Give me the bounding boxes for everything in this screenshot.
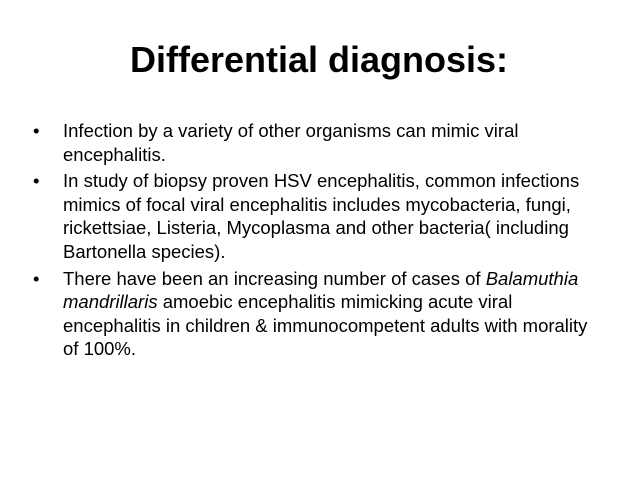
bullet-marker-icon: • bbox=[33, 267, 40, 289]
bullet-item bbox=[33, 169, 603, 263]
bullet-marker-icon: • bbox=[33, 120, 40, 141]
bullet-text: Infection by a variety of other organisms can mimic viral encephalitis. bbox=[63, 120, 519, 165]
slide-title: Differential diagnosis: bbox=[129, 39, 509, 80]
bullet-marker-icon: • bbox=[33, 170, 40, 192]
species-name-italic: Balamuthia mandrillaris bbox=[63, 267, 579, 313]
bullet-item bbox=[33, 267, 603, 361]
bullet-item bbox=[33, 119, 603, 166]
bullet-text-before: There have been an increasing number of cases of bbox=[63, 267, 486, 289]
bullet-list bbox=[33, 119, 603, 364]
bullet-text: In study of biopsy proven HSV encephalitis, common infections mimics of focal viral encephalitis includes mycobacteria, fungi, rickettsiae, Listeria, Mycoplasma and other bacteria( including Bartonella species). bbox=[63, 170, 580, 262]
bullet-text-after: amoebic encephalitis mimicking acute viral encephalitis in children & immunocompetent adults with morality of 100%. bbox=[63, 291, 588, 360]
